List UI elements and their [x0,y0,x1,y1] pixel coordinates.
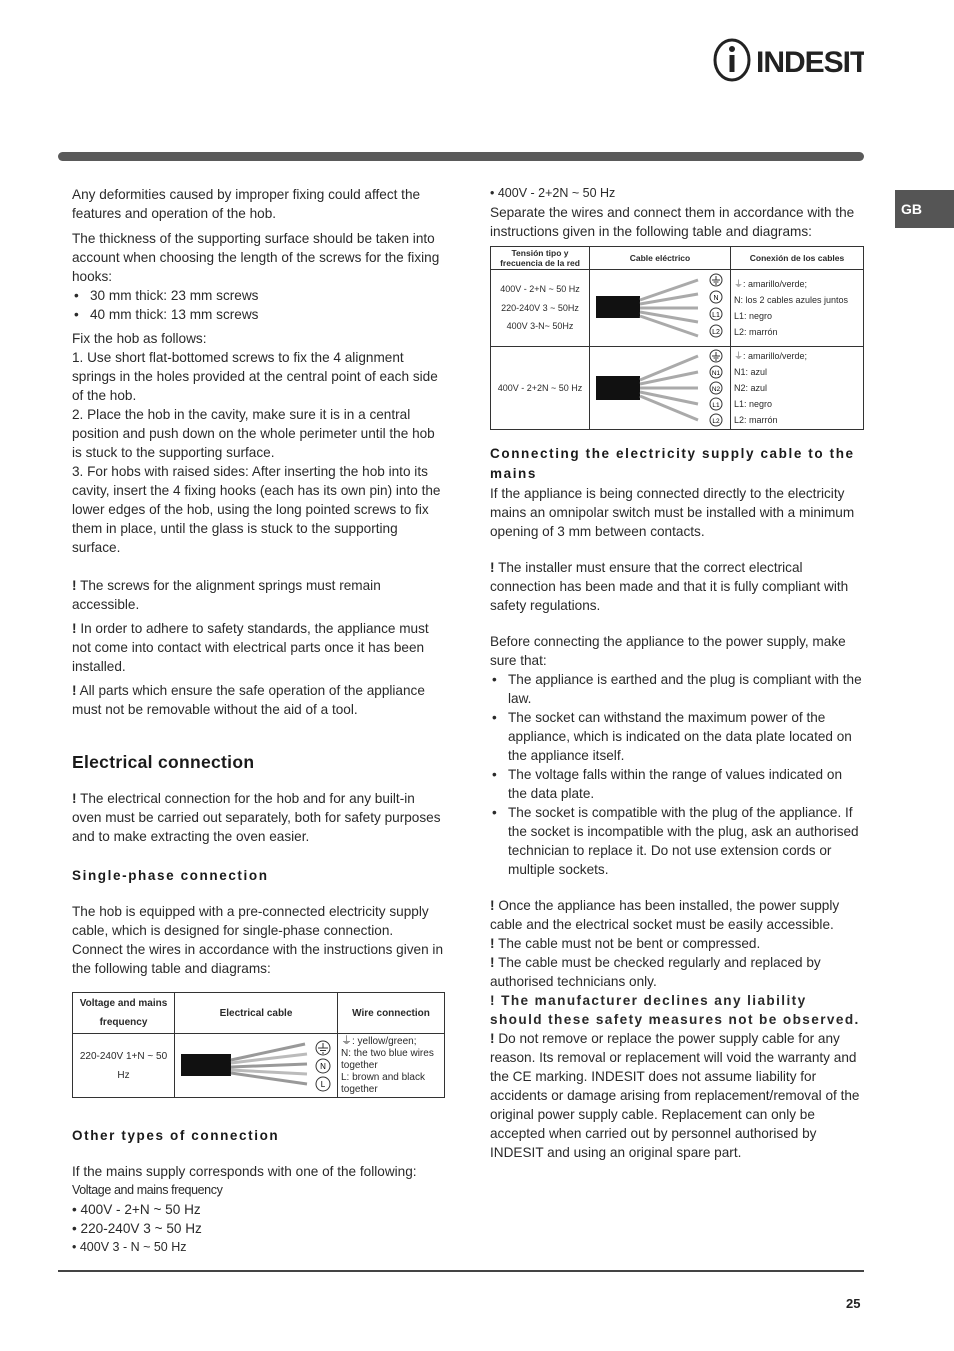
warning [490,558,864,615]
warning-text: The electrical connection for the hob and for any built-in oven must be carried out separately, both for safety purposes and to make extracting the oven easier. [72,791,441,844]
paragraph: Voltage and mains frequency [72,1183,223,1197]
earth-icon [710,274,722,286]
warning [490,934,864,953]
warning [72,681,447,719]
warning-mark: ! [490,993,496,1008]
warning-text: The screws for the alignment springs must remain accessible. [72,578,381,612]
cable-diagram [175,1034,338,1098]
subsection-heading: Connecting the electricity supply cable to the mains [490,446,855,481]
warning-text: The installer must ensure that the correct electrical connection has been made and that it is fully compliant with safety regulations. [490,560,849,613]
table-header: Conexión de los cables [731,247,864,270]
left-column [72,184,447,1257]
warning-mark: ! [72,621,77,636]
brand-text: INDESIT [756,46,864,79]
step: 1. Use short flat-bottomed screws to fix the 4 alignment springs in the holes provided at the central point of each side of the hob. [72,350,438,403]
warning [490,1029,864,1162]
connection-line: : amarillo/verde; [743,279,808,289]
connection-cell [731,270,864,347]
voltage-line: 400V 3-N~ 50Hz [506,321,574,332]
warning-text: In order to adhere to safety standards, the appliance must not come into contact with electrical parts once it has been installed. [72,621,429,674]
warning-text: Do not remove or replace the power supply cable for any reason. Its removal or replacement will void the warranty and the CE marking. INDESIT does not assume liability for accidents or damage arising from replacement/removal of the original power supply cable. Replacement can only be accepted when carried out by personnel authorised by INDESIT and using an original spare part. [490,1031,860,1160]
earth-icon [710,350,722,362]
terminal-label: L1 [712,402,720,409]
earth-symbol-icon: ⏚ [341,1035,352,1047]
warning [490,991,864,1029]
step: 2. Place the hob in the cavity, make sure it is in a central position and push down on the whole perimeter until the hob is stuck to the supporting surface. [72,407,435,460]
voltage-line: 400V - 2+N ~ 50 Hz [500,284,580,295]
table-header: Electrical cable [175,993,338,1034]
connection-cell [731,347,864,430]
warning [72,789,447,846]
warning [490,896,864,934]
earth-symbol-icon: ⏚ [734,279,744,289]
warning [72,619,447,676]
warning-text: All parts which ensure the safe operation of the appliance must not be removable without the aid of a tool. [72,683,425,717]
warning-mark: ! [490,898,495,913]
wire-connection-cell [338,1034,445,1098]
list-item: • The appliance is earthed and the plug is compliant with the law. [490,670,864,708]
header-bar [58,152,864,161]
multi-phase-table [490,246,864,430]
cable-diagram [590,347,731,430]
list-item: • 400V 3 - N ~ 50 Hz [72,1240,187,1254]
subsection-heading: Other types of connection [72,1128,280,1143]
warning-mark: ! [490,955,495,970]
list-item: • 400V - 2+N ~ 50 Hz [72,1202,201,1217]
list-item: • 400V - 2+2N ~ 50 Hz [490,186,616,200]
paragraph: If the appliance is being connected directly to the electricity mains an omnipolar switch must be installed with a minimum opening of 3 mm between contacts. [490,486,855,539]
list-item: • 30 mm thick: 23 mm screws [72,286,447,305]
wire-line: N: the two blue wires together [341,1048,434,1071]
table-header: Cable eléctrico [590,247,731,270]
table-header: Voltage and mains frequency [73,993,175,1034]
paragraph: The hob is equipped with a pre-connected electricity supply cable, which is designed for single-phase connection. Connect the wires in accordance with the instructions given in the following table and diagrams: [72,904,444,976]
warning-mark: ! [72,791,77,806]
check-list [490,670,864,879]
terminal-label: N2 [711,386,721,393]
warning-mark: ! [72,578,77,593]
language-tab: GB [895,190,954,228]
earth-icon [316,1041,330,1055]
paragraph: If the mains supply corresponds with one of the following: [72,1164,417,1179]
connection-line: : amarillo/verde; [743,351,808,361]
voltage-cell [491,270,590,347]
paragraph: The thickness of the supporting surface should be taken into account when choosing the length of the screws for the fixing hooks: [72,231,440,284]
section-heading: Electrical connection [72,752,255,772]
table-header: Wire connection [338,993,445,1034]
footer-line [58,1270,864,1272]
warning-mark: ! [490,560,495,575]
wire-line: : yellow/green; [352,1036,417,1047]
warning-text: Once the appliance has been installed, the power supply cable and the electrical socket must be easily accessible. [490,898,840,932]
paragraph: Fix the hob as follows: [72,331,207,346]
warning-text: The manufacturer declines any liability should these safety measures not be observed. [490,993,860,1027]
connection-line: L1: negro [734,399,773,409]
page-number: 25 [846,1296,861,1311]
connection-line: L2: marrón [734,415,778,425]
voltage-line: 220-240V 3 ~ 50Hz [501,302,579,313]
terminal-label: L2 [712,329,720,336]
warning [72,576,447,614]
earth-symbol-icon: ⏚ [734,351,744,361]
warning-mark: ! [490,1031,495,1046]
list-item: • The voltage falls within the range of values indicated on the data plate. [490,765,864,803]
table-header: Tensión tipo y frecuencia de la red [491,247,590,270]
subsection-heading: Single-phase connection [72,868,269,883]
single-phase-table [72,992,445,1098]
cable-diagram [590,270,731,347]
terminal-label: L2 [712,418,720,425]
right-column [490,184,864,1162]
warning-mark: ! [72,683,77,698]
terminal-label: N [713,295,719,302]
connection-line: N2: azul [734,383,768,393]
wire-line: L: brown and black together [341,1072,425,1095]
paragraph: Separate the wires and connect them in accordance with the instructions given in the following table and diagrams: [490,205,855,239]
list-item: • 220-240V 3 ~ 50 Hz [72,1221,202,1236]
paragraph: Before connecting the appliance to the power supply, make sure that: [490,634,846,668]
terminal-label: N [320,1061,326,1071]
voltage-cell: 400V - 2+2N ~ 50 Hz [491,347,590,430]
indesit-logo [712,38,864,82]
warning-text: The cable must not be bent or compressed. [498,936,761,951]
warning-text: The cable must be checked regularly and replaced by authorised technicians only. [490,955,821,989]
list-item: • The socket can withstand the maximum power of the appliance, which is indicated on the data plate located on the appliance itself. [490,708,864,765]
screw-list [72,286,447,324]
warning-mark: ! [490,936,495,951]
voltage-cell: 220-240V 1+N ~ 50 Hz [73,1034,175,1098]
connection-line: L1: negro [734,311,773,321]
list-item: • 40 mm thick: 13 mm screws [72,305,447,324]
connection-line: L2: marrón [734,327,778,337]
terminal-label: L1 [712,312,720,319]
terminal-label: N1 [711,370,721,377]
warning [490,953,864,991]
connection-line: N: los 2 cables azules juntos [734,295,849,305]
list-item: • The socket is compatible with the plug of the appliance. If the socket is incompatible with the plug, ask an authorised technician to replace it. Do not use extension cords or multiple sockets. [490,803,864,879]
paragraph: Any deformities caused by improper fixing could affect the features and operation of the hob. [72,187,421,221]
connection-line: N1: azul [734,367,768,377]
terminal-label: L [320,1079,326,1089]
step: 3. For hobs with raised sides: After inserting the hob into its cavity, insert the 4 fixing hooks (each has its own pin) into the lower edges of the hob, using the long pointed screws to fix them in place, until the glass is stuck to the supporting surface. [72,464,441,555]
